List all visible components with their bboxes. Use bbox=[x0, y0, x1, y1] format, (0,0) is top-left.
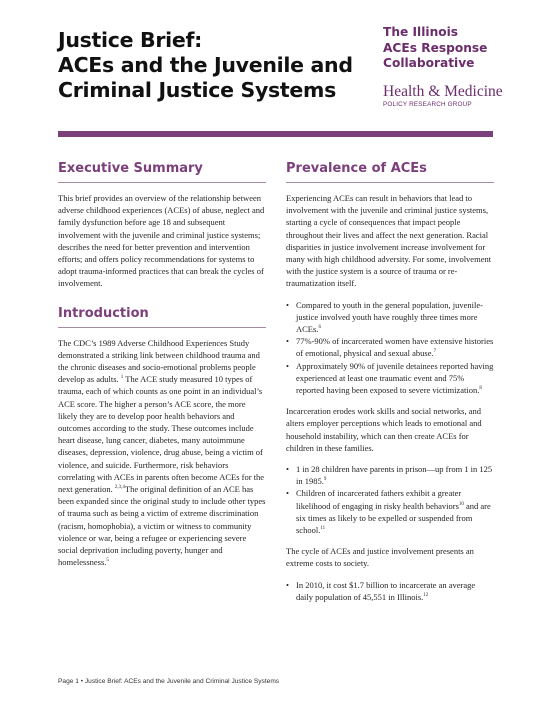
introduction-paragraph bbox=[58, 337, 266, 569]
list-item: • Approximately 90% of juvenile detainees reported having experienced at least one traumatic event and 75% reported having been exposed to severe victimization.$^8$ bbox=[286, 360, 494, 396]
title-line-1: Justice Brief: bbox=[58, 28, 203, 52]
section-divider bbox=[58, 182, 266, 183]
prevalence-paragraph: The cycle of ACEs and justice involvement presents an extreme costs to society. bbox=[286, 546, 474, 569]
bullet-list bbox=[286, 463, 494, 536]
footnote-ref: 1 bbox=[120, 375, 124, 381]
org-name: Health & Medicine bbox=[383, 82, 503, 100]
intro-text: The ACE study measured 10 types of trauma, each of which counts as one point in an individual’s ACE score. The higher a person’s ACE score, the more likely they are to develop poor health behaviors and outcomes according to the study. These outcomes include heart disease, lung cancer, diabetes, many autoimmune diseases, depression, violence, drug abuse, being a victim of violence, and suicide. Furthermore, risk behaviors correlating with ACEs in parents often become ACEs for the next generation. bbox=[58, 374, 265, 495]
footnote-ref: 5 bbox=[106, 558, 109, 564]
left-column bbox=[58, 160, 266, 568]
document-title bbox=[58, 28, 358, 103]
page-footer: Page 1 • Justice Brief: ACEs and the Juvenile and Criminal Justice Systems bbox=[58, 678, 280, 685]
section-divider bbox=[58, 327, 266, 328]
right-column bbox=[286, 160, 494, 603]
bullet-list bbox=[286, 299, 494, 397]
brand-line-2: ACEs Response bbox=[383, 40, 488, 55]
list-item: • In 2010, it cost $1.7 billion to incarcerate an average daily population of 45,551 in Illinois.$^{12}$ bbox=[286, 579, 476, 602]
list-item: • Compared to youth in the general population, juvenile-justice involved youth have roughly three times more ACEs.$^6$ bbox=[286, 299, 483, 335]
header-divider bbox=[58, 131, 493, 137]
footnote-ref: 2,3,4 bbox=[114, 485, 125, 491]
brand-line-1: The Illinois bbox=[383, 25, 459, 39]
org-subtitle: POLICY RESEARCH GROUP bbox=[383, 100, 472, 108]
intro-text: The original definition of an ACE has been expanded since the original study to include other types of trauma such as being a victim of extreme discrimination (racism, homophobia), a victim or witness to community violence or war, being a refugee or experiencing severe social deprivation including poverty, hunger and homelessness. bbox=[58, 484, 266, 568]
executive-summary-heading: Executive Summary bbox=[58, 161, 203, 176]
brand-block bbox=[383, 25, 533, 109]
brand-line-3: Collaborative bbox=[383, 56, 475, 70]
title-line-2: ACEs and the Juvenile and bbox=[58, 53, 353, 77]
prevalence-heading: Prevalence of ACEs bbox=[286, 161, 427, 176]
executive-summary-body: This brief provides an overview of the relationship between adverse childhood experiences (ACEs) of abuse, neglect and family dysfunction before age 18 and subsequent involvement with the juvenile and criminal justice systems; describes the need for better prevention and intervention efforts; and offers policy recommendations for systems to adopt trauma-informed practices that can break the cycles of involvement. bbox=[58, 193, 265, 289]
introduction-heading: Introduction bbox=[58, 305, 149, 321]
prevalence-paragraph: Incarceration erodes work skills and social networks, and alters employer perceptions which leads to emotional and household instability, which can then create ACEs for children in these families. bbox=[286, 406, 482, 453]
list-item: • 77%-90% of incarcerated women have extensive histories of emotional, physical and sexual abuse.$^7$ bbox=[286, 336, 494, 359]
section-divider bbox=[286, 182, 494, 183]
bullet-list bbox=[286, 579, 494, 603]
intro-text: The CDC’s 1989 Adverse Childhood Experiences Study demonstrated a striking link between childhood trauma and the chronic diseases and socio-emotional problems people develop as adults. bbox=[58, 337, 260, 385]
list-item: • 1 in 28 children have parents in prison—up from 1 in 125 in 1985.$^9$ bbox=[286, 464, 493, 487]
list-item: • Children of incarcerated fathers exhibit a greater likelihood of engaging in risky health behaviors$^{10}$ and are six times as likely to be expelled or suspended from school.$^{11}$ bbox=[286, 488, 491, 536]
title-line-3: Criminal Justice Systems bbox=[58, 78, 336, 102]
prevalence-intro: Experiencing ACEs can result in behaviors that lead to involvement with the juvenile and criminal justice systems, starting a cycle of consequences that impact people throughout their lives and affect the next generation. Racial disparities in justice involvement increase involvement for many with high childhood adversity. For some, involvement with the justice system is a source of trauma or re-traumatization itself. bbox=[286, 193, 492, 289]
